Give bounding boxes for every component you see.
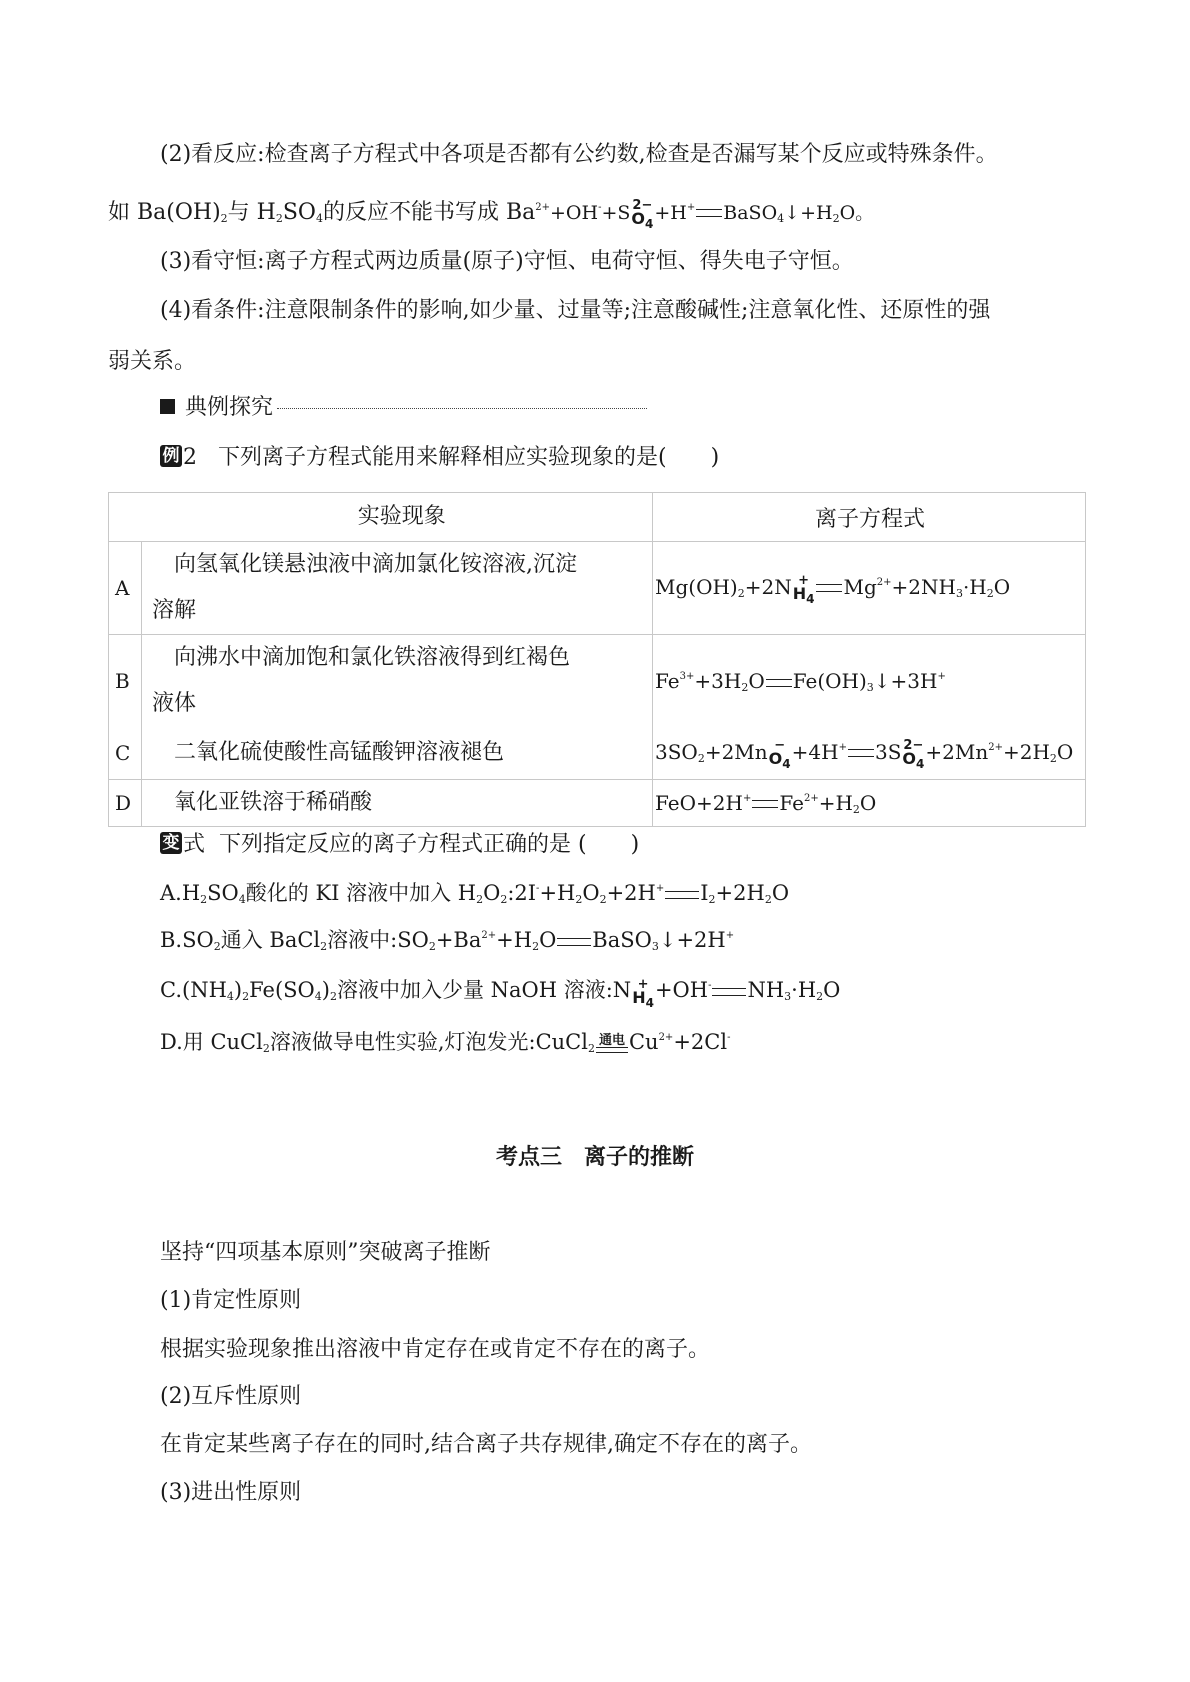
row-phenomenon: 向沸水中滴加饱和氯化铁溶液得到红褐色 液体 [142, 635, 653, 728]
row-letter: B [109, 635, 142, 728]
variant-badge-icon: 变 [160, 832, 182, 854]
row-phenomenon: 向氢氧化镁悬浊液中滴加氯化铵溶液,沉淀 溶解 [142, 542, 653, 635]
row-equation: $3SO_2+2Mn$ − $O_4$ +4H+ 3S 2− $O_4$ $+2Mn^{2+}+2H_2O$ [653, 727, 1086, 779]
example-badge-icon: 例 [160, 445, 182, 467]
option-c: $C.(NH_4)_2Fe(SO_4)_2$溶液中加入少量 NaOH 溶液:N + $H_4$ +OH- $NH_3\cdot H_2O$ [160, 976, 841, 1010]
para-cond-line1: (4)看条件:注意限制条件的影响,如少量、过量等;注意酸碱性;注意氧化性、还原性的强 [160, 298, 991, 323]
row-letter: A [109, 542, 142, 635]
row-equation: FeO+2H+ $Fe^{2+}+H_2O$ [653, 779, 1086, 826]
principle1-body: 根据实验现象推出溶液中肯定存在或肯定不存在的离子。 [160, 1337, 711, 1362]
para-conserve: (3)看守恒:离子方程式两边质量(原子)守恒、电荷守恒、得失电子守恒。 [160, 249, 854, 274]
col-header-equation: 离子方程式 [653, 493, 1086, 542]
option-a: $A.H_2SO_4$酸化的 KI 溶液中加入 $H_2O_2:2I^-+H_2O_2+2H^+$ $I_2+2H_2O$ [160, 881, 790, 906]
row-equation: $Fe^{3+}+3H_2O$ $Fe(OH)_3↓+3H^+$ [653, 635, 1086, 728]
table-header-row [109, 493, 1086, 542]
option-b: $B.SO_2$通入 BaCl$_2$溶液中$:SO_2+Ba^{2+}+H_2O$ BaSO$_3$↓+2H+ [160, 928, 735, 953]
electrolysis-arrow: 通电 [596, 1034, 628, 1053]
row-letter: C [109, 727, 142, 779]
row-letter: D [109, 779, 142, 826]
example2-table [108, 492, 1086, 827]
principle2-title: (2)互斥性原则 [160, 1384, 302, 1409]
principle2-body: 在肯定某些离子存在的同时,结合离子共存规律,确定不存在的离子。 [160, 1432, 812, 1457]
para-cond-line2: 弱关系。 [108, 349, 197, 374]
para-react-line2: 如 $Ba(OH)_2$与 $H_2SO_4$的反应不能书写成 $Ba^{2+}+OH^-+S$ 2− $O_4$ +H+ $BaSO_4↓+H_2O$。 [108, 198, 875, 231]
section-label: 典例探究 [160, 393, 647, 423]
dotted-leader [277, 408, 647, 409]
variant-stem: 变 式 下列指定反应的离子方程式正确的是 ( ) [160, 830, 639, 860]
table-row [109, 635, 1086, 728]
table-row [109, 727, 1086, 779]
option-d: D.用 CuCl$_2$溶液做导电性实验,灯泡发光:CuCl$_2$ 通电 $Cu^{2+}+2Cl^-$ [160, 1030, 731, 1055]
row-phenomenon: 氧化亚铁溶于稀硝酸 [142, 779, 653, 826]
para-react-line1: (2)看反应:检查离子方程式中各项是否都有公约数,检查是否漏写某个反应或特殊条件。 [160, 142, 998, 167]
principle1-title: (1)肯定性原则 [160, 1288, 302, 1313]
table-row [109, 542, 1086, 635]
example2-stem: 例 2 下列离子方程式能用来解释相应实验现象的是( ) [160, 443, 719, 473]
principles-intro: 坚持“四项基本原则”突破离子推断 [160, 1240, 491, 1265]
square-bullet-icon [160, 399, 175, 414]
table-row [109, 779, 1086, 826]
col-header-phenomenon: 实验现象 [142, 493, 653, 542]
row-phenomenon: 二氧化硫使酸性高锰酸钾溶液褪色 [142, 727, 653, 779]
section-heading: 考点三 离子的推断 [495, 1145, 694, 1170]
row-equation: $Mg(OH)_2+2N$ + $H_4$ $Mg^{2+}+2NH_3\cdot H_2O$ [653, 542, 1086, 635]
principle3-title: (3)进出性原则 [160, 1480, 302, 1505]
